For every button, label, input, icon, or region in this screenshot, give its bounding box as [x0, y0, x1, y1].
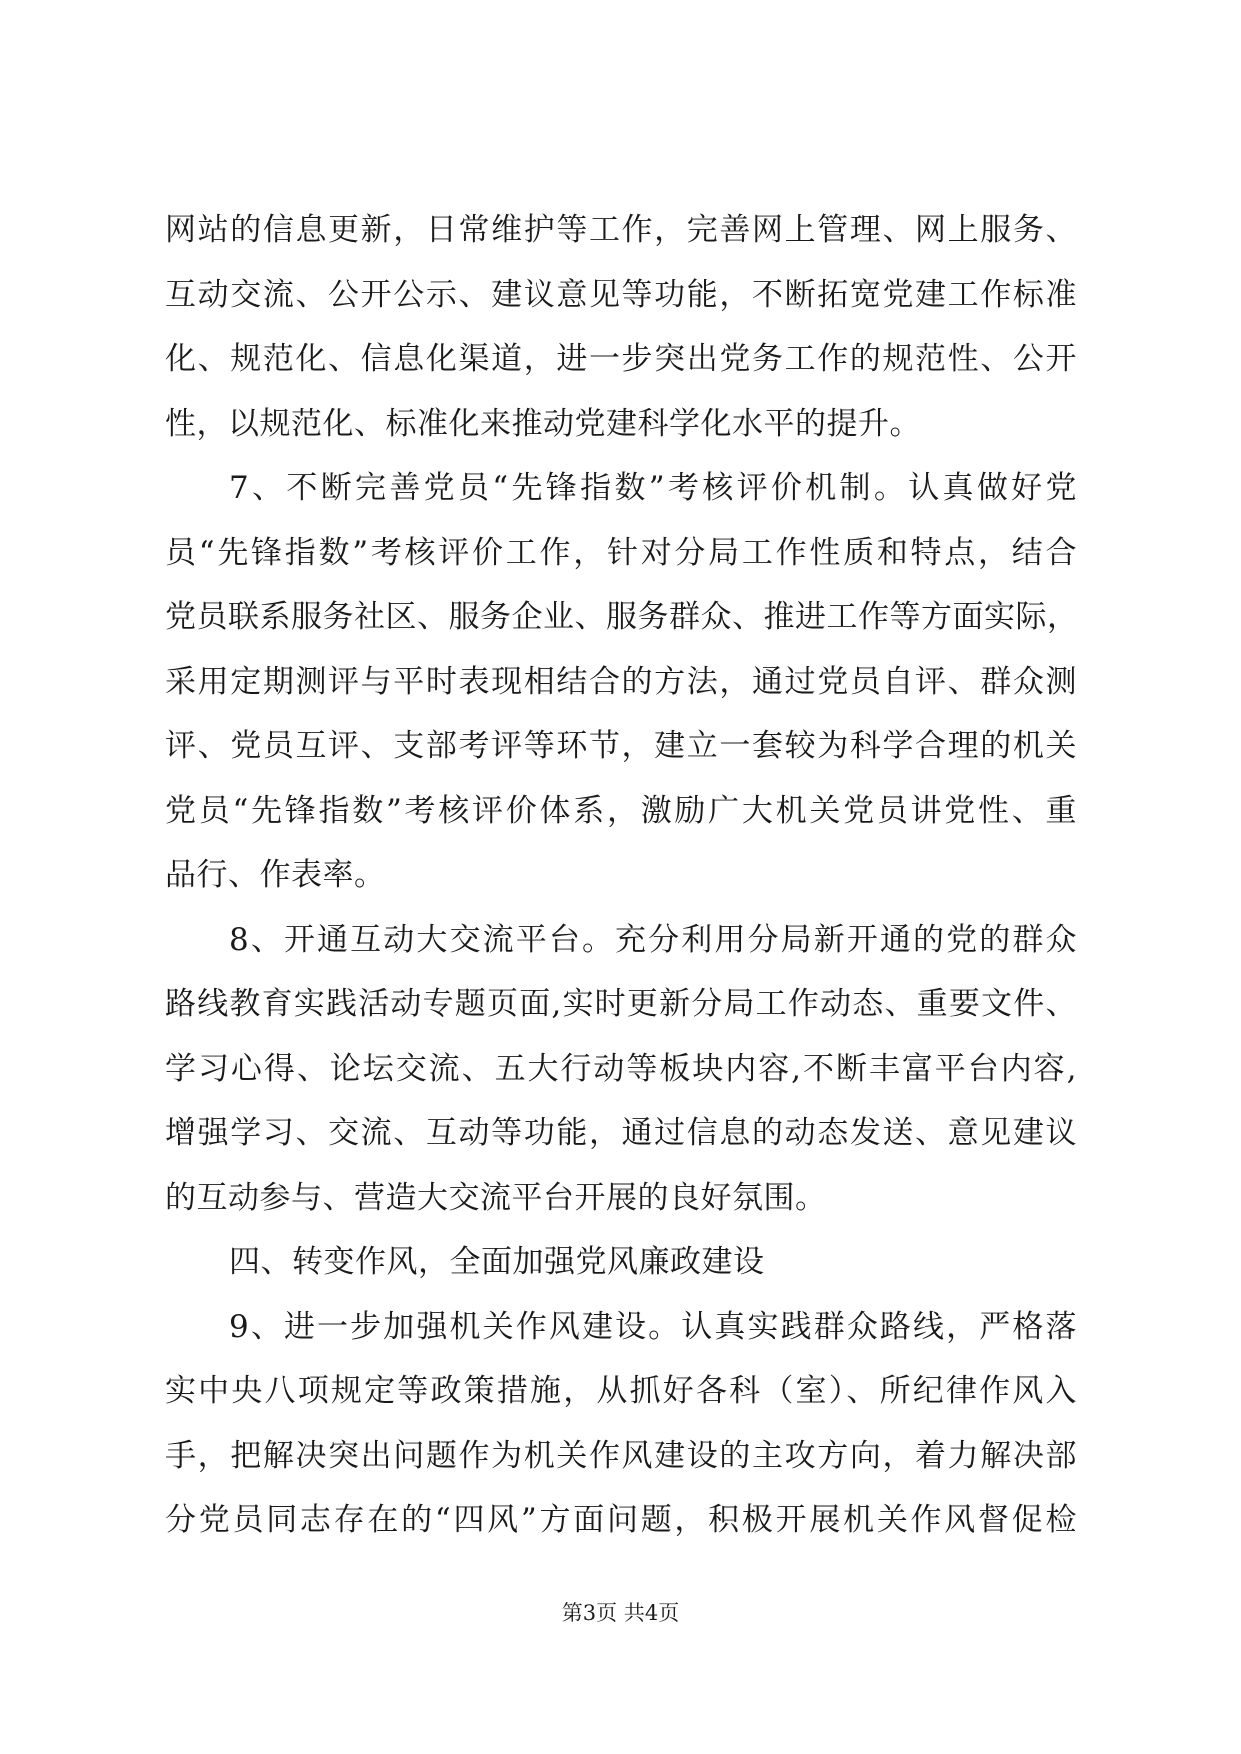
text-line: 增强学习、交流、互动等功能，通过信息的动态发送、意见建议 — [165, 1115, 1077, 1151]
text-line: 四、转变作风，全面加强党风廉政建设 — [229, 1244, 765, 1280]
text-line: 性，以规范化、标准化来推动党建科学化水平的提升。 — [165, 405, 921, 442]
text-line: 网站的信息更新，日常维护等工作，完善网上管理、网上服务、 — [165, 212, 1077, 248]
text-line: 党员联系服务社区、服务企业、服务群众、推进工作等方面实际， — [165, 599, 1079, 635]
text-line: 学习心得、论坛交流、五大行动等板块内容,不断丰富平台内容, — [165, 1050, 1077, 1087]
text-line: 实中央八项规定等政策措施，从抓好各科（室）、所纪律作风入 — [165, 1373, 1077, 1409]
text-line: 8、开通互动大交流平台。充分利用分局新开通的党的群众 — [229, 921, 1077, 958]
text-line: 的互动参与、营造大交流平台开展的良好氛围。 — [165, 1179, 827, 1216]
page-footer: 第3页 共4页 — [561, 1601, 680, 1625]
text-line: 分党员同志存在的“四风”方面问题，积极开展机关作风督促检 — [165, 1502, 1077, 1538]
text-line: 评、党员互评、支部考评等环节，建立一套较为科学合理的机关 — [165, 728, 1077, 764]
text-line: 采用定期测评与平时表现相结合的方法，通过党员自评、群众测 — [165, 663, 1077, 700]
text-line: 员“先锋指数”考核评价工作，针对分局工作性质和特点，结合 — [165, 534, 1077, 571]
text-line: 化、规范化、信息化渠道，进一步突出党务工作的规范性、公开 — [165, 341, 1077, 377]
text-line: 品行、作表率。 — [165, 857, 386, 893]
text-line: 9、进一步加强机关作风建设。认真实践群众路线，严格落 — [229, 1308, 1077, 1345]
text-line: 互动交流、公开公示、建议意见等功能，不断拓宽党建工作标准 — [165, 276, 1077, 313]
text-line: 7、不断完善党员“先锋指数”考核评价机制。认真做好党 — [229, 470, 1077, 506]
text-line: 路线教育实践活动专题页面,实时更新分局工作动态、重要文件、 — [165, 986, 1077, 1022]
text-line: 党员“先锋指数”考核评价体系，激励广大机关党员讲党性、重 — [165, 792, 1077, 829]
document-body — [165, 198, 1077, 1553]
text-line: 手，把解决突出问题作为机关作风建设的主攻方向，着力解决部 — [165, 1437, 1077, 1474]
